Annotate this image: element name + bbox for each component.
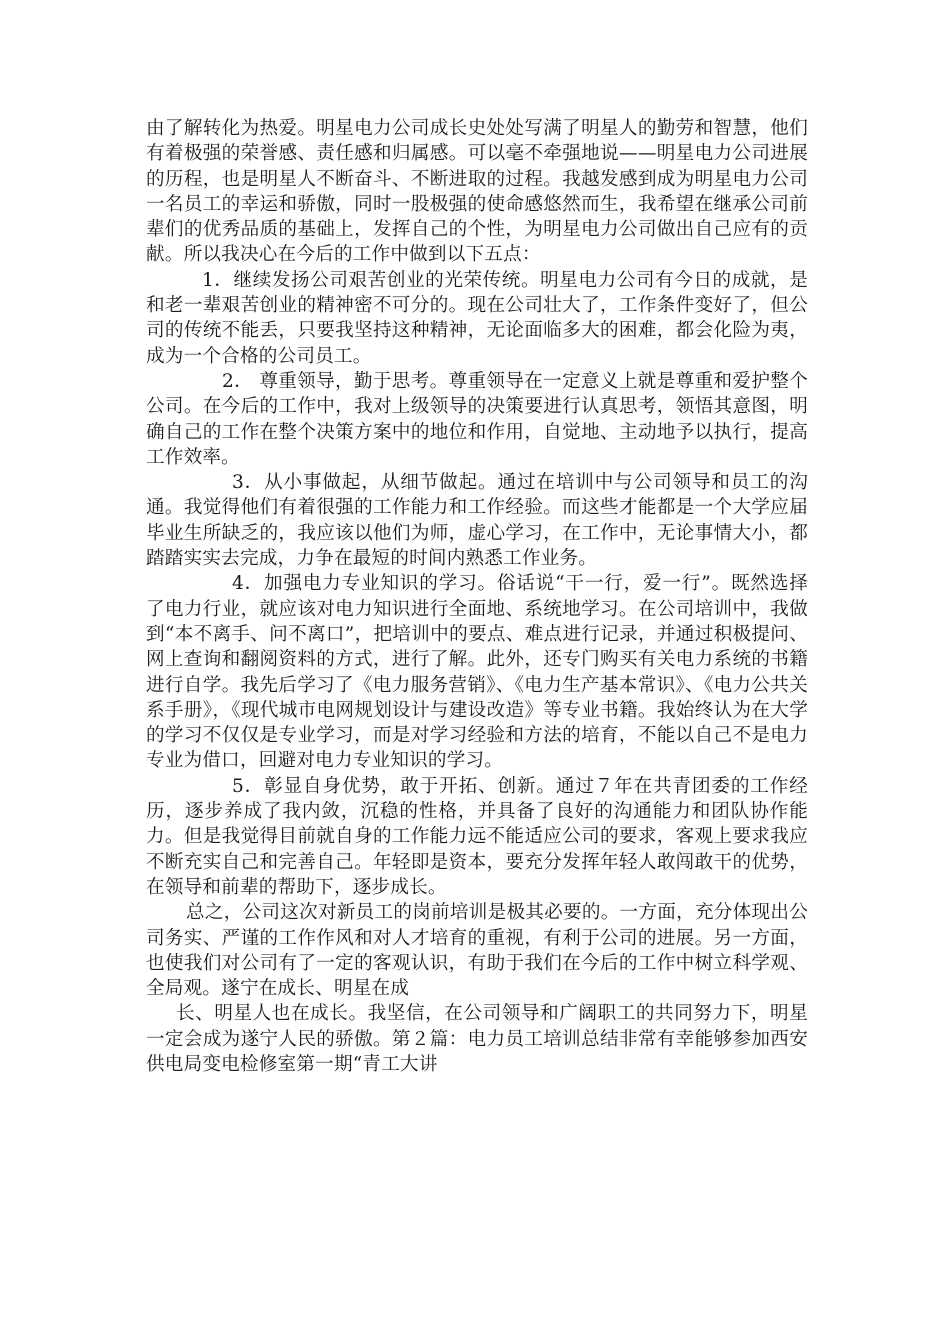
paragraph-point-1: 1．继续发扬公司艰苦创业的光荣传统。明星电力公司有今日的成就，是和老一辈艰苦创业的精神密不可分的。现在公司壮大了，工作条件变好了，但公司的传统不能丢，只要我坚持这种精神，无论面临多大的困难，都会化险为夷，成为一个合格的公司员工。 — [146, 269, 808, 367]
document-body — [146, 116, 808, 1077]
paragraph-point-3: 3．从小事做起，从细节做起。通过在培训中与公司领导和员工的沟通。我觉得他们有着很强的工作能力和工作经验。而这些才能都是一个大学应届毕业生所缺乏的，我应该以他们为师，虚心学习，在工作中，无论事情大小，都踏踏实实去完成，力争在最短的时间内熟悉工作业务。 — [146, 472, 808, 570]
paragraph-continuation: 长、明星人也在成长。我坚信，在公司领导和广阔职工的共同努力下，明星一定会成为遂宁人民的骄傲。第２篇：电力员工培训总结非常有幸能够参加西安供电局变电检修室第一期“青工大讲 — [146, 1003, 808, 1075]
paragraph-point-4: 4．加强电力专业知识的学习。俗话说“干一行，爱一行”。既然选择了电力行业，就应该对电力知识进行全面地、系统地学习。在公司培训中，我做到“本不离手、问不离口”，把培训中的要点、难点进行记录，并通过积极提问、网上查询和翻阅资料的方式，进行了解。此外，还专门购买有关电力系统的书籍进行自学。我先后学习了《电力服务营销》、《电力生产基本常识》、《电力公共关系手册》，《现代城市电网规划设计与建设改造》等专业书籍。我始终认为在大学的学习不仅仅是专业学习，而是对学习经验和方法的培育，不能以自己不是电力专业为借口，回避对电力专业知识的学习。 — [146, 573, 808, 772]
paragraph-point-2: 2． 尊重领导，勤于思考。尊重领导在一定意义上就是尊重和爱护整个公司。在今后的工作中，我对上级领导的决策要进行认真思考，领悟其意图，明确自己的工作在整个决策方案中的地位和作用，自觉地、主动地予以执行，提高工作效率。 — [146, 370, 808, 468]
paragraph-intro: 由了解转化为热爱。明星电力公司成长史处处写满了明星人的勤劳和智慧，他们有着极强的荣誉感、责任感和归属感。可以毫不牵强地说——明星电力公司进展的历程，也是明星人不断奋斗、不断进取的过程。我越发感到成为明星电力公司一名员工的幸运和骄傲，同时一股极强的使命感悠然而生，我希望在继承公司前辈们的优秀品质的基础上，发挥自己的个性，为明星电力公司做出自己应有的贡献。所以我决心在今后的工作中做到以下五点： — [146, 118, 808, 266]
paragraph-summary: 总之，公司这次对新员工的岗前培训是极其必要的。一方面，充分体现出公司务实、严谨的工作作风和对人才培育的重视，有利于公司的进展。另一方面，也使我们对公司有了一定的客观认识，有助于我们在今后的工作中树立科学观、全局观。遂宁在成长、明星在成 — [146, 902, 808, 1000]
paragraph-point-5: 5．彰显自身优势，敢于开拓、创新。通过７年在共青团委的工作经历，逐步养成了我内敛，沉稳的性格，并具备了良好的沟通能力和团队协作能力。但是我觉得目前就自身的工作能力远不能适应公司的要求，客观上要求我应不断充实自己和完善自己。年轻即是资本，要充分发挥年轻人敢闯敢干的优势，在领导和前辈的帮助下，逐步成长。 — [146, 775, 808, 898]
